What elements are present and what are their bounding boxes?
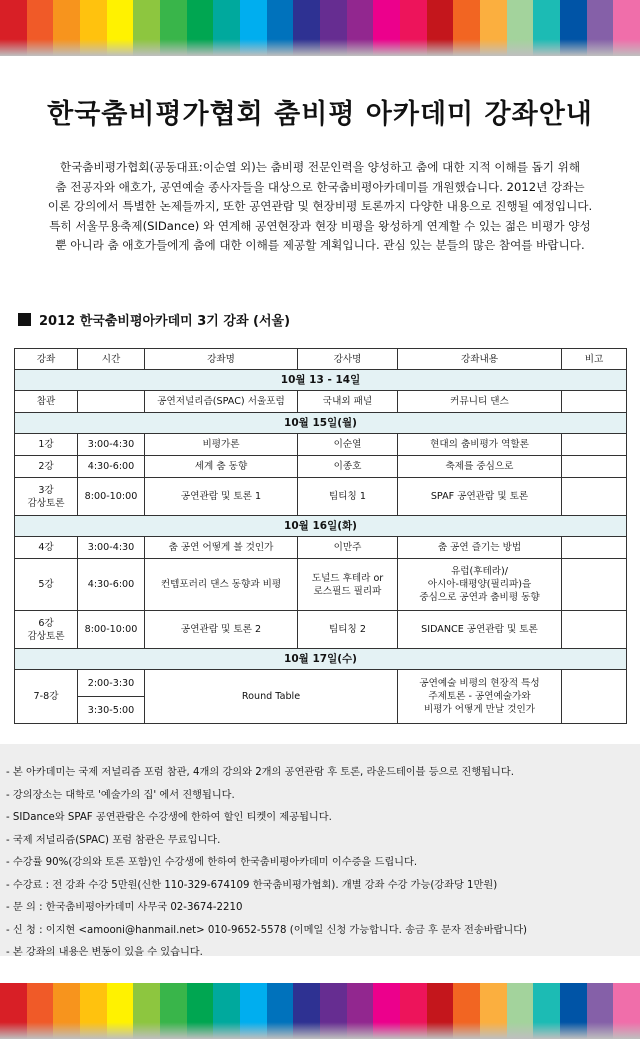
table-cell	[15, 478, 78, 516]
note-item: - 강의장소는 대학로 '예술가의 집' 에서 진행됩니다.	[6, 789, 235, 801]
color-stripe	[400, 983, 427, 1039]
color-stripe	[160, 0, 187, 56]
header-cell: 비고	[562, 349, 627, 370]
color-stripe	[107, 0, 134, 56]
color-stripe	[160, 983, 187, 1039]
color-stripe	[80, 0, 107, 56]
color-stripe	[373, 983, 400, 1039]
table-cell: 이만주	[298, 537, 398, 559]
table-cell: 공연관람 및 토론 2	[145, 611, 298, 649]
color-stripe	[267, 0, 294, 56]
table-cell	[15, 611, 78, 649]
date-cell: 10월 16일(화)	[15, 516, 627, 537]
color-stripe	[400, 0, 427, 56]
table-cell: 8:00-10:00	[78, 611, 145, 649]
date-row	[15, 516, 627, 537]
note-item: - 본 아카데미는 국제 저널리즘 포럼 참관, 4개의 강의와 2개의 공연관람 후 토론, 라운드테이블 등으로 진행됩니다.	[6, 767, 514, 778]
color-stripe	[373, 0, 400, 56]
intro-line: 한국춤비평가협회(공동대표:이순열 외)는 춤비평 전문인력을 양성하고 춤에 대한 지적 이해를 돕기 위해	[59, 160, 581, 174]
color-stripe	[427, 0, 454, 56]
color-stripe	[480, 0, 507, 56]
table-row	[15, 391, 627, 413]
table-cell: 공연저널리즘(SPAC) 서울포럼	[145, 391, 298, 413]
color-stripe	[347, 0, 374, 56]
header-cell: 시간	[78, 349, 145, 370]
note-item: - 신 청 : 이지현 <amooni@hanmail.net> 010-9652-5578 (이메일 신청 가능합니다. 송금 후 문자 전송바랍니다)	[6, 924, 528, 936]
top-color-stripes	[0, 0, 640, 56]
table-cell: 컨템포러리 댄스 동향과 비평	[145, 559, 298, 611]
color-stripe	[453, 983, 480, 1039]
table-cell: 현대의 춤비평가 역할론	[398, 434, 562, 456]
color-stripe	[587, 983, 614, 1039]
table-cell	[398, 559, 562, 611]
color-stripe	[0, 983, 27, 1039]
table-cell: 커뮤니티 댄스	[398, 391, 562, 413]
table-cell: 참관	[15, 391, 78, 413]
table-cell: SPAF 공연관람 및 토론	[398, 478, 562, 516]
table-header-row	[15, 349, 627, 370]
intro-line: 뿐 아니라 춤 애호가들에게 춤에 대한 이해를 제공할 계획입니다. 관심 있는 분들의 많은 참여를 바랍니다.	[55, 238, 585, 252]
color-stripe	[480, 983, 507, 1039]
cell-line: 주제토론 - 공연예술가와	[428, 691, 531, 702]
table-cell	[562, 670, 627, 724]
color-stripe	[347, 983, 374, 1039]
color-stripe	[213, 983, 240, 1039]
section-title: 2012 한국춤비평아카데미 3기 강좌 (서울)	[39, 314, 291, 329]
date-cell: 10월 13 - 14일	[15, 370, 627, 391]
date-row	[15, 649, 627, 670]
table-cell	[562, 559, 627, 611]
color-stripe	[240, 0, 267, 56]
color-stripe	[80, 983, 107, 1039]
table-row	[15, 478, 627, 516]
date-row	[15, 413, 627, 434]
square-bullet-icon	[18, 313, 31, 326]
table-cell: 4:30-6:00	[78, 559, 145, 611]
color-stripe	[187, 983, 214, 1039]
bottom-color-stripes	[0, 983, 640, 1039]
color-stripe	[27, 983, 54, 1039]
color-stripe	[320, 0, 347, 56]
table-cell	[562, 537, 627, 559]
table-cell	[562, 434, 627, 456]
header-cell: 강좌명	[145, 349, 298, 370]
table-cell: 2:00-3:30	[78, 670, 145, 697]
header-cell: 강좌	[15, 349, 78, 370]
color-stripe	[560, 983, 587, 1039]
color-stripe	[533, 983, 560, 1039]
table-cell: 공연관람 및 토론 1	[145, 478, 298, 516]
table-cell: 국내외 패널	[298, 391, 398, 413]
intro-line: 이론 강의에서 특별한 논제들까지, 또한 공연관람 및 현장비평 토론까지 다양한 내용으로 진행될 예정입니다.	[47, 199, 593, 213]
table-row	[15, 611, 627, 649]
table-row	[15, 670, 627, 697]
table-cell	[562, 611, 627, 649]
note-item: - 국제 저널리즘(SPAC) 포럼 참관은 무료입니다.	[6, 834, 221, 846]
table-cell	[298, 559, 398, 611]
table-cell: 비평가론	[145, 434, 298, 456]
color-stripe	[187, 0, 214, 56]
cell-line: 3강	[38, 484, 54, 496]
cell-line: 공연예술 비평의 현장적 특성	[419, 678, 540, 689]
table-cell: 3:00-4:30	[78, 537, 145, 559]
color-stripe	[107, 983, 134, 1039]
color-stripe	[320, 983, 347, 1039]
table-cell: 팀티칭 1	[298, 478, 398, 516]
note-item: - 수강료 : 전 강좌 수강 5만원(신한 110-329-674109 한국춤비평가협회). 개별 강좌 수강 가능(강좌당 1만원)	[6, 879, 498, 891]
color-stripe	[53, 983, 80, 1039]
table-cell: 2강	[15, 456, 78, 478]
color-stripe	[133, 0, 160, 56]
table-cell	[562, 478, 627, 516]
cell-line: 중심으로 공연과 춤비평 동향	[419, 592, 540, 603]
table-cell: 3:30-5:00	[78, 697, 145, 724]
table-cell: 춤 공연 어떻게 볼 것인가	[145, 537, 298, 559]
table-cell	[562, 456, 627, 478]
color-stripe	[453, 0, 480, 56]
color-stripe	[27, 0, 54, 56]
table-row	[15, 434, 627, 456]
cell-line: 로스필드 필리파	[313, 585, 382, 597]
table-cell: 이순열	[298, 434, 398, 456]
cell-line: 도널드 후테라 or	[311, 572, 384, 584]
table-cell: 4:30-6:00	[78, 456, 145, 478]
table-cell: 8:00-10:00	[78, 478, 145, 516]
table-cell: 춤 공연 즐기는 방법	[398, 537, 562, 559]
cell-line: 감상토론	[27, 497, 65, 509]
cell-line: 감상토론	[27, 630, 65, 642]
color-stripe	[240, 983, 267, 1039]
note-item: - 수강률 90%(강의와 토론 포함)인 수강생에 한하여 한국춤비평아카데미 이수증을 드립니다.	[6, 857, 418, 868]
table-row	[15, 456, 627, 478]
table-cell: 5강	[15, 559, 78, 611]
color-stripe	[507, 0, 534, 56]
color-stripe	[560, 0, 587, 56]
color-stripe	[427, 983, 454, 1039]
table-cell: 세계 춤 동향	[145, 456, 298, 478]
intro-paragraph	[14, 158, 626, 256]
cell-line: 6강	[38, 617, 54, 629]
table-cell: SIDANCE 공연관람 및 토론	[398, 611, 562, 649]
color-stripe	[133, 983, 160, 1039]
cell-line: 아시아-태평양(필리파)을	[427, 579, 532, 590]
table-cell: 3:00-4:30	[78, 434, 145, 456]
color-stripe	[293, 0, 320, 56]
table-cell: 7-8강	[15, 670, 78, 724]
table-cell	[78, 391, 145, 413]
intro-line: 춤 전공자와 애호가, 공연예술 종사자들을 대상으로 한국춤비평아카데미를 개원했습니다. 2012년 강좌는	[55, 179, 585, 194]
table-cell: 축제를 중심으로	[398, 456, 562, 478]
table-cell: Round Table	[145, 670, 398, 724]
intro-line: 특히 서울무용축제(SIDance) 와 연계해 공연현장과 현장 비평을 왕성하게 연계할 수 있는 젊은 비평가 양성	[49, 218, 591, 233]
table-cell: 1강	[15, 434, 78, 456]
color-stripe	[267, 983, 294, 1039]
color-stripe	[613, 983, 640, 1039]
table-cell	[398, 670, 562, 724]
table-row	[15, 559, 627, 611]
header-cell: 강사명	[298, 349, 398, 370]
page-title: 한국춤비평가협회 춤비평 아카데미 강좌안내	[47, 99, 593, 130]
color-stripe	[587, 0, 614, 56]
color-stripe	[507, 983, 534, 1039]
table-cell: 팀티칭 2	[298, 611, 398, 649]
color-stripe	[53, 0, 80, 56]
note-item: - 본 강좌의 내용은 변동이 있을 수 있습니다.	[6, 947, 203, 958]
notes-panel	[0, 744, 640, 956]
table-cell: 4강	[15, 537, 78, 559]
color-stripe	[293, 983, 320, 1039]
table-cell	[562, 391, 627, 413]
note-item: - 문 의 : 한국춤비평아카데미 사무국 02-3674-2210	[6, 902, 243, 913]
note-item: - SIDance와 SPAF 공연관람은 수강생에 한하여 할인 티켓이 제공됩니다.	[6, 812, 332, 823]
table-cell: 이종호	[298, 456, 398, 478]
date-cell: 10월 17일(수)	[15, 649, 627, 670]
schedule-table	[14, 348, 627, 724]
date-cell: 10월 15일(월)	[15, 413, 627, 434]
color-stripe	[213, 0, 240, 56]
table-row	[15, 537, 627, 559]
date-row	[15, 370, 627, 391]
color-stripe	[0, 0, 27, 56]
color-stripe	[613, 0, 640, 56]
section-heading	[18, 310, 290, 329]
cell-line: 유럽(후테라)/	[450, 566, 509, 577]
color-stripe	[533, 0, 560, 56]
header-cell: 강좌내용	[398, 349, 562, 370]
cell-line: 비평가 어떻게 만날 것인가	[423, 704, 536, 715]
